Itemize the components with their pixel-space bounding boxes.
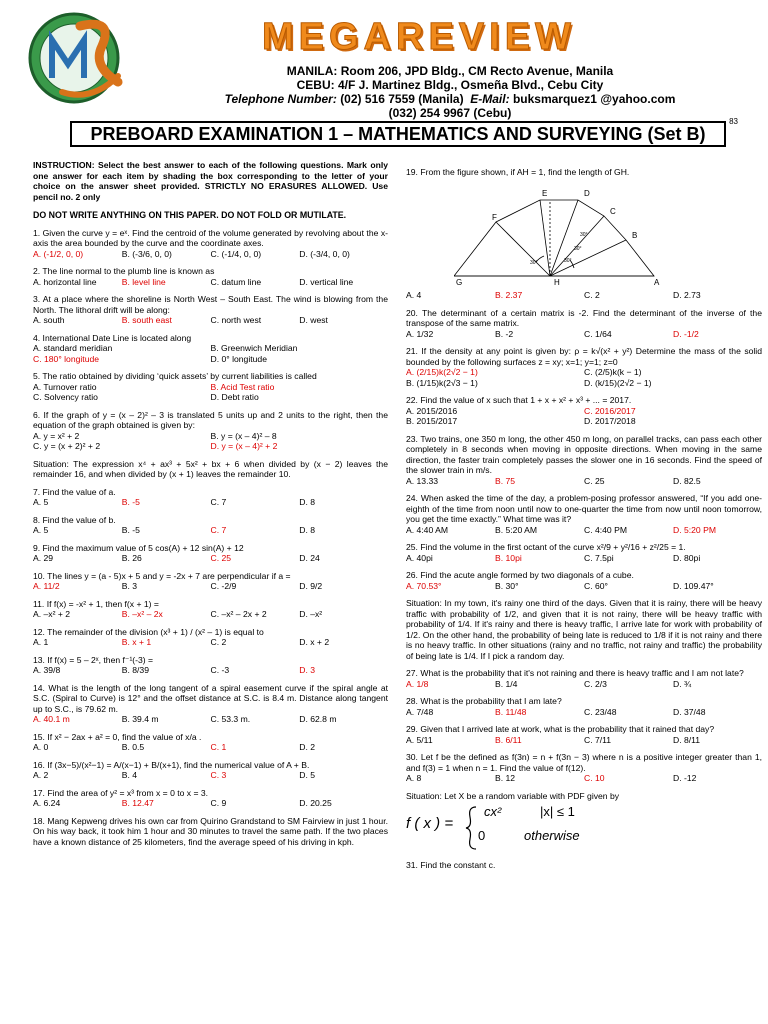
question-text: 15. If x² − 2ax + a² = 0, find the value of x/a .: [33, 731, 202, 742]
question: [406, 346, 762, 388]
angle-label: 30°: [580, 231, 588, 238]
answer-option: A. –x² + 2: [33, 609, 71, 619]
vertex-label-d: D: [584, 188, 590, 198]
answer-option: B. south east: [121, 315, 172, 325]
answer-option: C. 7/11: [584, 734, 612, 745]
question: [33, 371, 388, 403]
answer-option: B. -5: [121, 497, 140, 507]
question-text: 10. The lines y = (a - 5)x + 5 and y = -2x + 7 are perpendicular if a =: [33, 570, 291, 581]
vertex-label-h: H: [554, 277, 560, 287]
answer-option: B. 12: [495, 773, 516, 783]
question: [406, 542, 762, 563]
question-text: 28. What is the probability that I am late?: [406, 696, 562, 706]
question-text: 8. Find the value of b.: [33, 514, 116, 525]
answer-option: C. 10: [584, 773, 605, 783]
situation-text: Situation: Let X be a random variable with PDF given by: [406, 790, 620, 801]
question: [406, 668, 762, 689]
answer-option: B. 39.4 m: [121, 714, 159, 724]
answer-option: A. 0: [33, 742, 49, 752]
question-text: 19. From the figure shown, if AH = 1, find the length of GH.: [406, 167, 630, 177]
answer-option: C. y = (x + 2)² + 2: [33, 441, 101, 451]
answer-option: B. 26: [121, 553, 142, 563]
answer-option: B. 75: [495, 475, 516, 486]
right-column: [406, 160, 762, 871]
question: [33, 515, 388, 536]
answer-options: [33, 609, 388, 620]
question: [33, 599, 388, 620]
question-text: 13. If f(x) = 5 – 2ˣ, then f⁻¹(-3) =: [33, 654, 154, 665]
answer-option: A. 2015/2016: [406, 405, 458, 416]
email-label: E-Mail:: [470, 92, 510, 106]
question-text: 30. Let f be the defined as f(3n) = n + f(3n − 3) where n is a positive integer greater than 1, and f(3) = 1 when n = 1. Find the value of f(12).: [406, 752, 762, 773]
answer-option: D. 8: [299, 525, 316, 535]
answer-option: D. -12: [673, 773, 697, 783]
answer-option: C. 9: [210, 798, 227, 808]
question-text: 11. If f(x) = -x² + 1, then f(x + 1) =: [33, 598, 159, 609]
question-text: 23. Two trains, one 350 m long, the other 450 m long, on parallel tracks, can pass each other completely in 8 seconds when moving in opposite directions. When moving in the same direction, the faster train completely passes the slower one in 16 seconds. Find the speed of the slower train in m/s.: [406, 433, 762, 475]
answer-option: A. 5: [33, 497, 49, 507]
vertex-label-g: G: [456, 277, 463, 287]
answer-option: D. west: [299, 315, 328, 325]
instruction: INSTRUCTION: Select the best answer to each of the following questions. Mark only one answer for each item by shading the box corresponding to the letter of your choice on the answer sheet provided. STRICTLY NO ERASURES ALLOWED. Use pencil no. 2 only: [33, 160, 388, 202]
question-text: 4. International Date Line is located along: [33, 332, 192, 343]
answer-options: [406, 553, 762, 564]
telephone-cebu: (032) 254 9967 (Cebu): [388, 106, 512, 120]
answer-options: [33, 249, 388, 260]
question: [33, 655, 388, 676]
answer-option: C. 2016/2017: [584, 405, 636, 416]
answer-option: C. 25: [210, 553, 232, 563]
answer-option: D. 62.8 m: [299, 714, 337, 724]
answer-option: C. (-1/4, 0, 0): [210, 248, 262, 259]
answer-options: [406, 290, 762, 301]
answer-options: [33, 343, 388, 364]
answer-option: B. Greenwich Meridian: [210, 343, 298, 353]
fan-triangle-figure: [454, 182, 684, 288]
question: [406, 308, 762, 340]
question-text: 3. At a place where the shoreline is North West – South East. The wind is blowing from the North. The lithoral drift will be along:: [33, 294, 388, 315]
answer-options: [33, 497, 388, 508]
answer-option: D. 2: [299, 742, 316, 752]
answer-option: D. y = (x – 4)² + 2: [210, 441, 278, 451]
instruction-warning: DO NOT WRITE ANYTHING ON THIS PAPER. DO NOT FOLD OR MUTILATE.: [33, 210, 347, 220]
answer-option: B. Acid Test ratio: [210, 381, 275, 392]
pdf-case-2: 0: [478, 828, 486, 843]
telephone-manila: (02) 516 7559 (Manila): [340, 92, 464, 106]
vertex-label-a: A: [654, 277, 660, 287]
answer-option: B. 12.47: [121, 798, 154, 808]
question-text: 5. The ratio obtained by dividing ‘quick assets’ by current liabilities is called: [33, 371, 317, 381]
answer-option: B. 10pi: [495, 552, 522, 563]
question-text: 27. What is the probability that it's not raining and there is heavy traffic and I am not late?: [406, 668, 744, 678]
answer-option: B. level line: [121, 276, 166, 287]
question-text: 6. If the graph of y = (x – 2)² – 3 is translated 5 units up and 2 units to the right, then the equation of the graph obtained is given by:: [33, 409, 388, 430]
answer-options: [406, 367, 762, 388]
answer-option: C. -3: [210, 665, 230, 675]
answer-option: C. 2: [210, 637, 227, 647]
angle-label: 30°: [530, 259, 538, 266]
question: [33, 683, 388, 725]
answer-option: D. 3: [299, 665, 316, 675]
answer-option: B. 11/48: [495, 706, 527, 717]
answer-option: A. 39/8: [33, 665, 61, 675]
email-address: buksmarquez1 @yahoo.com: [512, 92, 676, 106]
answer-option: A. 5: [33, 525, 49, 535]
answer-option: A. 1/8: [406, 678, 429, 689]
answer-option: C. 2/3: [584, 678, 607, 689]
answer-options: [406, 476, 762, 487]
answer-options: [33, 277, 388, 288]
megareview-logo: [22, 6, 134, 106]
question-text: 31. Find the constant c.: [406, 860, 496, 870]
answer-options: [33, 581, 388, 592]
vertex-label-c: C: [610, 206, 616, 216]
curly-brace: [464, 805, 478, 851]
question: [406, 860, 762, 871]
pdf-cond-2: otherwise: [524, 828, 580, 843]
answer-option: C. Solvency ratio: [33, 392, 98, 402]
brand-name: MEGAREVIEW: [262, 16, 576, 58]
question: [33, 732, 388, 753]
answer-option: A. 11/2: [33, 581, 60, 591]
answer-option: D. 8/11: [673, 734, 701, 745]
question-text: 26. Find the acute angle formed by two diagonals of a cube.: [406, 570, 634, 580]
answer-option: C. 2: [584, 290, 600, 300]
exam-title: PREBOARD EXAMINATION 1 – MATHEMATICS AND SURVEYING (Set B): [70, 121, 726, 147]
answer-option: D. (-3/4, 0, 0): [299, 248, 350, 259]
answer-option: A. 7/48: [406, 706, 434, 717]
situation: [406, 791, 762, 854]
answer-option: A. 40.1 m: [33, 714, 70, 724]
question: [33, 410, 388, 452]
question: [33, 487, 388, 508]
answer-options: [33, 637, 388, 648]
answer-option: B. 2.37: [495, 290, 523, 300]
answer-options: [33, 525, 388, 536]
question-text: 7. Find the value of a.: [33, 486, 116, 497]
answer-options: [406, 581, 762, 592]
question-text: 29. Given that I arrived late at work, what is the probability that it rained that day?: [406, 724, 715, 734]
question-text: 9. Find the maximum value of 5 cos(A) + 12 sin(A) + 12: [33, 542, 244, 553]
question-text: 16. If (3x−5)/(x²−1) = A/(x−1) + B/(x+1), find the numerical value of A + B.: [33, 759, 310, 770]
address-cebu: CEBU: 4/F J. Martinez Bldg., Osmeña Blvd., Cebu City: [296, 78, 604, 92]
answer-option: A. 29: [33, 553, 54, 563]
answer-option: B. y = (x – 4)² – 8: [210, 430, 277, 441]
figure-container: [454, 182, 762, 291]
answer-option: D. ¾: [673, 678, 692, 689]
answer-options: [33, 665, 388, 676]
question: [33, 760, 388, 781]
answer-option: C. datum line: [210, 276, 262, 287]
answer-option: D. -1/2: [673, 328, 699, 339]
angle-label: 30°: [564, 257, 572, 264]
answer-option: D. 82.5: [673, 475, 701, 486]
answer-options: [33, 770, 388, 781]
answer-option: A. 70.53°: [406, 580, 442, 591]
telephone-label: Telephone Number:: [224, 92, 337, 106]
answer-options: [406, 329, 762, 340]
answer-option: C. 1: [210, 742, 227, 752]
answer-option: A. y = x² + 2: [33, 430, 80, 441]
question: [33, 816, 388, 848]
answer-option: D. 20.25: [299, 798, 332, 808]
answer-option: A. horizontal line: [33, 276, 97, 287]
pdf-definition: [406, 805, 762, 853]
answer-options: [33, 714, 388, 725]
question-text: 24. When asked the time of the day, a problem-posing professor answered, “If you add one-eighth of the time from noon until now to one-quarter the time from now until noon tomorrow, you get the time exactly.” What time was it?: [406, 493, 762, 524]
question-text: 1. Given the curve y = eˣ. Find the centroid of the volume generated by revolving about the x-axis the area bounded by the curve and the coordinate axes.: [33, 227, 388, 248]
answer-options: [406, 773, 762, 784]
question: [33, 294, 388, 326]
answer-option: C. 53.3 m.: [210, 714, 251, 724]
question: [406, 570, 762, 591]
answer-option: B. 8/39: [121, 665, 149, 675]
answer-option: A. standard meridian: [33, 343, 113, 353]
situation: [406, 598, 762, 661]
question-text: 22. Find the value of x such that 1 + x + x² + x³ + ... = 2017.: [406, 395, 632, 405]
question: [33, 571, 388, 592]
answer-option: A. 13.33: [406, 475, 439, 486]
pdf-case-1: cx²: [484, 804, 502, 819]
question-text: 14. What is the length of the long tangent of a spiral easement curve if the spiral angle at S.C. (Spiral to Curve) is 12° and the offset distance at S.C. is 8.4 m. Distance along tangent up to S.C., is 79.62 m.: [33, 682, 388, 714]
answer-option: C. 60°: [584, 580, 608, 591]
answer-option: B. 4: [121, 770, 138, 780]
answer-option: D. 5:20 PM: [673, 524, 716, 535]
answer-option: C. 25: [584, 475, 605, 486]
answer-option: C. 23/48: [584, 706, 617, 717]
answer-option: D. (k/15)(2√2 − 1): [584, 377, 652, 388]
answer-option: B. x + 1: [121, 637, 152, 647]
answer-option: C. north west: [210, 315, 262, 325]
answer-option: A. Turnover ratio: [33, 381, 97, 392]
answer-option: D. 80pi: [673, 552, 701, 563]
situation-text: Situation: In my town, it's rainy one third of the days. Given that it is rainy, there will be heavy traffic with probability of 1/2, and given that it is not rainy, there will be heavy traffic with probability of 1/4. If it's rainy and there is heavy traffic, I arrive late for work with probability of 1/2. On the other hand, the probability of being late is reduced to 1/8 if it is not rainy and there is no heavy traffic. In other situations (rainy and no traffic, not rainy and traffic) the probability of being late is 1/4. If I pick a random day.: [406, 598, 762, 661]
answer-option: A. 40pi: [406, 552, 433, 563]
question: [406, 395, 762, 427]
question: [33, 543, 388, 564]
answer-option: D. Debt ratio: [210, 392, 259, 402]
answer-options: [33, 431, 388, 452]
answer-options: [33, 798, 388, 809]
answer-option: D. x + 2: [299, 637, 330, 647]
answer-option: A. 8: [406, 773, 422, 783]
answer-option: D. 24: [299, 553, 320, 563]
question: [406, 696, 762, 717]
answer-options: [406, 707, 762, 718]
answer-option: A. 6.24: [33, 798, 61, 808]
answer-option: A. 4: [406, 290, 422, 300]
answer-option: B. 5:20 AM: [495, 524, 538, 535]
answer-option: D. 109.47°: [673, 580, 714, 591]
answer-option: A. 4:40 AM: [406, 524, 449, 535]
question: [406, 724, 762, 745]
page-number: 83: [729, 117, 738, 126]
question: [406, 493, 762, 535]
answer-options: [406, 525, 762, 536]
left-column: [33, 160, 388, 847]
answer-option: A. (-1/2, 0, 0): [33, 248, 84, 259]
right-questions: [406, 167, 762, 871]
vertex-label-b: B: [632, 230, 638, 240]
answer-option: A. 1: [33, 637, 49, 647]
answer-option: B. 1/4: [495, 678, 518, 689]
answer-options: [406, 735, 762, 746]
answer-option: C. 3: [210, 770, 227, 780]
question-text: 20. The determinant of a certain matrix is -2. Find the determinant of the inverse of the transpose of the same matrix.: [406, 307, 762, 328]
answer-options: [406, 679, 762, 690]
answer-option: B. 2015/2017: [406, 416, 458, 426]
answer-option: D. 9/2: [299, 581, 323, 591]
situation-text: Situation: The expression x⁴ + ax³ + 5x² + bx + 6 when divided by (x − 2) leaves the remainder 16, and when divided by (x + 1) leaves the remainder 10.: [33, 458, 388, 479]
vertex-label-e: E: [542, 188, 548, 198]
question-text: 2. The line normal to the plumb line is known as: [33, 266, 215, 276]
contact-line: [150, 92, 750, 106]
answer-option: A. (2/15)k(2√2 − 1): [406, 367, 478, 377]
answer-option: D. 2.73: [673, 290, 701, 300]
answer-option: B. -5: [121, 525, 140, 535]
question: [33, 788, 388, 809]
vertex-label-f: F: [492, 212, 497, 222]
question: [33, 627, 388, 648]
answer-option: D. 8: [299, 497, 316, 507]
pdf-cond-1: |x| ≤ 1: [540, 804, 575, 819]
question-text: 25. Find the volume in the first octant of the curve x²/9 + y²/16 + z²/25 = 1.: [406, 542, 686, 552]
answer-option: C. 7: [210, 525, 227, 535]
pdf-lhs: f ( x ) =: [406, 815, 454, 832]
answer-option: A. 1/32: [406, 328, 434, 339]
situation: [33, 459, 388, 480]
question: [406, 752, 762, 784]
angle-label: 30°: [574, 245, 582, 252]
answer-options: [33, 382, 388, 403]
answer-options: [406, 406, 762, 427]
answer-option: B. 6/11: [495, 734, 522, 745]
answer-option: D. 37/48: [673, 706, 706, 717]
answer-option: D. 2017/2018: [584, 416, 636, 426]
question: [406, 434, 762, 487]
answer-option: D. vertical line: [299, 276, 354, 287]
answer-option: B. 30°: [495, 580, 519, 591]
answer-option: B. 3: [121, 581, 138, 591]
answer-option: C. 7.5pi: [584, 552, 614, 563]
address-manila: MANILA: Room 206, JPD Bldg., CM Recto Avenue, Manila: [286, 64, 614, 78]
answer-options: [33, 742, 388, 753]
answer-option: C. 1/64: [584, 328, 612, 339]
answer-option: A. south: [33, 315, 65, 325]
left-questions: [33, 228, 388, 848]
question-text: 18. Mang Kepweng drives his own car from Quirino Grandstand to SM Fairview in just 1 hour. On his way back, it took him 1 hour and 30 minutes to travel the same path. If the two places have a known distance of 25 kilometers, find the average speed of his driving in kph.: [33, 815, 388, 847]
question-text: 21. If the density at any point is given by: ρ = k√(x² + y²) Determine the mass of the solid bounded by the following surfaces z = xy; x=1; y=1; z=0: [406, 346, 762, 367]
answer-option: C. 4:40 PM: [584, 524, 627, 535]
answer-option: B. (-3/6, 0, 0): [121, 248, 172, 259]
question: [33, 333, 388, 365]
question: [33, 266, 388, 287]
answer-option: C. -2/9: [210, 581, 237, 591]
question: [33, 228, 388, 260]
answer-option: C. 7: [210, 497, 227, 507]
answer-option: D. –x²: [299, 609, 323, 619]
answer-option: C. (2/5)k(k − 1): [584, 367, 642, 377]
answer-option: B. –x² – 2x: [121, 609, 163, 619]
answer-option: D. 0° longitude: [210, 353, 267, 364]
question-text: 12. The remainder of the division (x³ + 1) / (x² – 1) is equal to: [33, 626, 264, 637]
answer-option: C. –x² – 2x + 2: [210, 609, 267, 619]
answer-options: [33, 553, 388, 564]
question-text: 17. Find the area of y² = x³ from x = 0 to x = 3.: [33, 787, 209, 798]
answer-option: B. 0.5: [121, 742, 145, 752]
answer-options: [33, 315, 388, 326]
answer-option: B. -2: [495, 328, 514, 339]
answer-option: C. 180° longitude: [33, 353, 100, 364]
answer-option: D. 5: [299, 770, 316, 780]
question: [406, 167, 762, 301]
answer-option: A. 5/11: [406, 734, 433, 745]
answer-option: A. 2: [33, 770, 49, 780]
answer-option: B. (1/15)k(2√3 − 1): [406, 377, 478, 388]
